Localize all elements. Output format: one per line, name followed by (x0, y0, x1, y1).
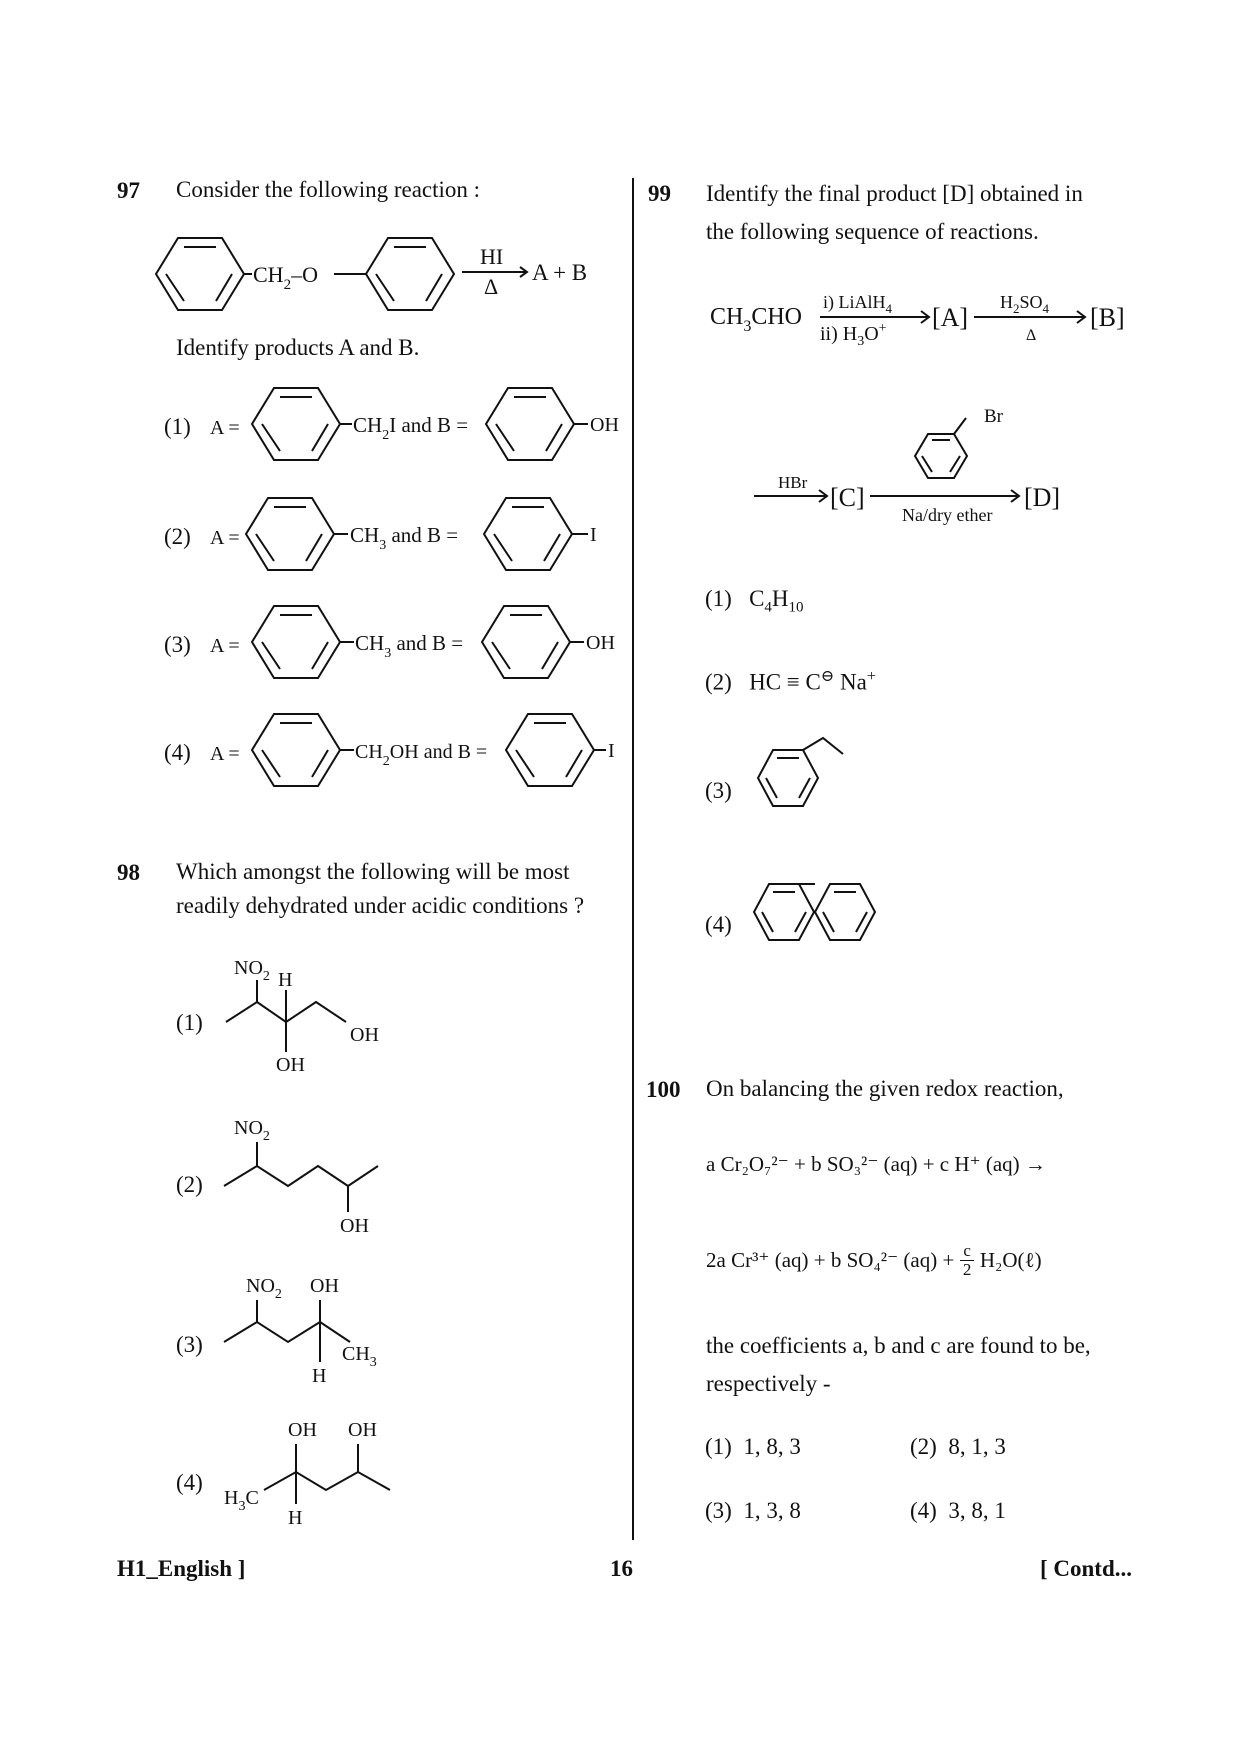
svg-text:H: H (278, 969, 293, 991)
biphenyl-ring-1 (754, 884, 814, 940)
svg-text:OH: OH (348, 1419, 377, 1441)
question-number-97: 97 (117, 178, 140, 203)
svg-text:OH: OH (590, 414, 619, 436)
svg-text:CH3CHO: $CH_3CHO$ (710, 304, 803, 335)
svg-text:A =: A = (210, 635, 240, 657)
svg-text:i) LiAlH4: i) LiAlH$_4$ (823, 292, 892, 316)
question-number-99: 99 (648, 181, 671, 206)
question-97-stem: Consider the following reaction : (176, 177, 481, 202)
q100-option-3[interactable]: (3) 1, 3, 8 (705, 1498, 801, 1523)
q97-option-4[interactable] (158, 704, 628, 801)
svg-text:A =: A = (210, 743, 240, 765)
svg-text:(3): (3) (164, 632, 191, 657)
svg-text:A =: A = (210, 417, 240, 439)
intermediate-a: [A] (932, 303, 969, 332)
svg-text:Na/dry ether: Na/dry ether (902, 505, 993, 525)
column-divider (632, 178, 634, 1540)
footer-continued: [ Contd... (1040, 1556, 1133, 1581)
q98-option-4[interactable] (168, 1410, 428, 1545)
question-98-stem-line1: Which amongst the following will be most (176, 859, 570, 884)
svg-text:OH: OH (276, 1054, 305, 1076)
svg-text:CH3 and B =: $CH_3$ and B = (355, 631, 464, 661)
svg-text:H3C: $H_3C$ (224, 1487, 259, 1514)
question-98-stem-line2: readily dehydrated under acidic conditions ? (176, 893, 585, 918)
svg-text:OH: OH (340, 1215, 369, 1237)
svg-text:(2): (2) (164, 524, 191, 549)
svg-text:Δ: Δ (1026, 327, 1037, 344)
svg-text:H: H (288, 1507, 303, 1529)
q98-option-1[interactable] (168, 950, 428, 1085)
ethylbenzene-ring (758, 750, 818, 806)
intermediate-c: [C] (830, 483, 865, 512)
intermediate-b: [B] (1090, 303, 1125, 332)
q100-equation-line-2: 2a Cr³⁺ (aq) + b SO₄²⁻ (aq) + $\frac{c}{2}$ H₂O(ℓ) (706, 1241, 1042, 1279)
svg-text:(4): (4) (176, 1470, 203, 1495)
q97-products: A + B (532, 260, 588, 285)
q100-equation-line-1: a Cr₂O₇²⁻ + b SO₃²⁻ (aq) + c H⁺ (aq) → (706, 1152, 1046, 1176)
question-100-stem: On balancing the given redox reaction, (706, 1076, 1064, 1101)
q98-option-3[interactable] (168, 1272, 428, 1397)
q97-option-1[interactable] (158, 378, 628, 475)
q100-option-4[interactable]: (4) 3, 8, 1 (910, 1498, 1006, 1523)
svg-text:OH: OH (350, 1024, 379, 1046)
q97-option-3[interactable] (158, 596, 628, 693)
svg-text:OH: OH (310, 1275, 339, 1297)
svg-text:CH3 and B =: $CH_3$ and B = (350, 523, 459, 553)
svg-text:OH: OH (288, 1419, 317, 1441)
svg-text:CH2OH and B =: $CH_2OH$ and B = (355, 741, 488, 769)
benzene-ring-1 (156, 238, 244, 310)
svg-text:H: H (312, 1365, 327, 1387)
q97-option-2[interactable] (158, 488, 628, 585)
footer-page-number: 16 (610, 1556, 633, 1581)
svg-text:CH2I and B =: $CH_2I$ and B = (353, 413, 469, 443)
svg-text:(2): (2) (176, 1172, 203, 1197)
svg-text:I: I (608, 740, 615, 762)
svg-text:(3): (3) (176, 1332, 203, 1357)
q99-option-2[interactable]: (2) HC ≡ C⊖ Na+ (705, 668, 876, 695)
q97-reagent: HI (480, 244, 504, 269)
q97-condition: Δ (484, 274, 499, 299)
svg-text:(1): (1) (176, 1010, 203, 1035)
biphenyl-ring-2 (815, 884, 875, 940)
svg-text:NO2: $NO_2$ (234, 957, 270, 984)
question-number-98: 98 (117, 860, 140, 885)
final-product-d: [D] (1024, 483, 1061, 512)
svg-text:HBr: HBr (778, 473, 808, 492)
svg-text:I: I (590, 524, 597, 546)
svg-text:H2SO4: $H_2SO_4$ (1000, 292, 1050, 316)
question-100-after-line2: respectively - (706, 1371, 831, 1396)
q99-option-4[interactable] (705, 876, 925, 971)
svg-text:A =: A = (210, 527, 240, 549)
svg-text:(4): (4) (164, 740, 191, 765)
svg-text:NO2: $NO_2$ (246, 1275, 282, 1302)
svg-text:ii) H3O+: ii) $H_3O^+$ (820, 321, 887, 349)
svg-text:(4): (4) (705, 912, 732, 937)
footer-booklet-code: H1_English ] (117, 1556, 246, 1581)
question-99-stem-line1: Identify the final product [D] obtained in (706, 181, 1083, 206)
question-100-after-line1: the coefficients a, b and c are found to be, (706, 1333, 1091, 1358)
bromobenzene-ring (915, 418, 967, 478)
q99-reaction-steps-1-2 (708, 284, 1148, 354)
svg-text:Br: Br (984, 406, 1003, 427)
svg-text:(1): (1) (164, 414, 191, 439)
question-99-stem-line2: the following sequence of reactions. (706, 219, 1039, 244)
benzene-ring-2 (366, 238, 454, 310)
svg-text:(3): (3) (705, 778, 732, 803)
svg-text:OH: OH (586, 632, 615, 654)
svg-text:NO2: $NO_2$ (234, 1117, 270, 1144)
q99-option-3[interactable] (705, 742, 905, 837)
q99-option-1[interactable]: (1) $C_4H_{10}$ (705, 586, 804, 616)
q99-reaction-steps-3-4 (752, 404, 1092, 524)
q97-ch2: $CH_2-O$ (253, 262, 318, 293)
svg-text:CH3: $CH_3$ (342, 1343, 377, 1370)
q97-reaction-scheme (140, 228, 600, 320)
q100-option-1[interactable]: (1) 1, 8, 3 (705, 1434, 801, 1459)
q100-option-2[interactable]: (2) 8, 1, 3 (910, 1434, 1006, 1459)
question-97-instruction: Identify products A and B. (176, 335, 420, 360)
question-number-100: 100 (646, 1077, 681, 1102)
q98-option-2[interactable] (168, 1112, 428, 1247)
